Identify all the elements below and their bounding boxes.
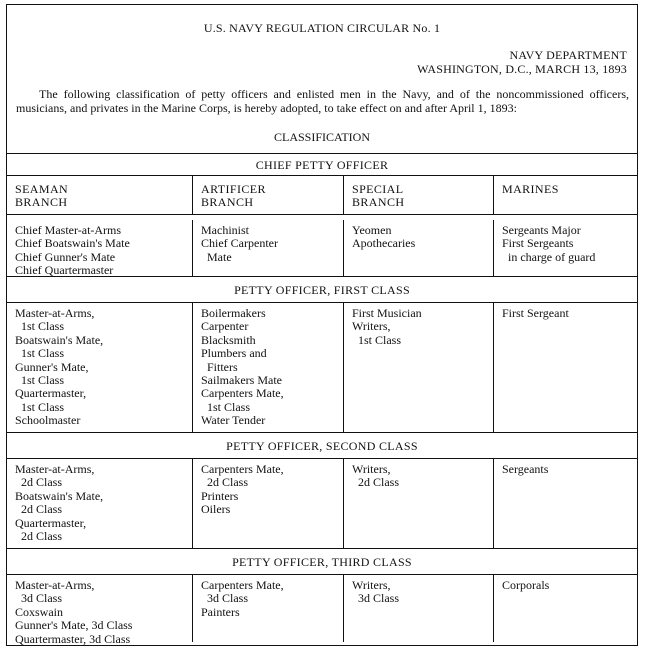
cell-line: Painters [201,604,240,619]
cell-line: Master-at-Arms, [15,578,95,592]
cell-line: Writers, [352,462,391,476]
cell-special [344,220,494,276]
header-line: MARINES [502,182,559,196]
cell-seaman [7,220,193,276]
cell-line: Mate [201,249,232,264]
cell-line: 3d Class [201,591,249,606]
place-date: WASHINGTON, D.C., MARCH 13, 1893 [417,62,627,76]
cell-special [344,459,494,548]
cell-line: Gunner's Mate, [15,359,89,374]
department-block [417,48,627,76]
cell-line: 1st Class [15,319,65,334]
cell-line: Boatswain's Mate, [15,488,104,503]
cell-line: First Sergeants [502,236,574,251]
header-marines [494,176,637,214]
section-title: PETTY OFFICER, THIRD CLASS [7,548,637,574]
cell-seaman [7,303,193,432]
cell-line: Sailmakers Mate [201,373,282,388]
cell-line: 1st Class [15,373,65,388]
cell-artificer [193,220,344,276]
cell-line: 3d Class [15,591,63,606]
cell-artificer [193,575,344,642]
cell-marines [494,459,637,548]
cell-line: Apothecaries [352,236,416,251]
cell-line: Coxswain [15,604,63,619]
intro-paragraph: The following classification of petty officers and enlisted men in the Navy, and of the noncommissioned officers, musicians, and privates in the Marine Corps, is hereby adopted, to take effect on and after April 1, 1893: [16,87,629,115]
column-header-row [7,175,637,214]
regulation-document [6,4,638,646]
cell-line: Chief Master-at-Arms [15,223,122,237]
cell-line: Water Tender [201,413,266,428]
cell-line: 2d Class [15,502,63,517]
cell-line: Corporals [502,578,550,592]
section-title: PETTY OFFICER, SECOND CLASS [7,432,637,458]
cell-line: Machinist [201,223,249,237]
cell-line: Printers [201,488,239,503]
header-seaman [7,176,193,214]
header-line: SEAMAN [15,182,69,196]
cell-special [344,575,494,642]
cell-line: Yeomen [352,223,392,237]
cell-line: Master-at-Arms, [15,306,95,320]
header-line: BRANCH [352,195,405,210]
cell-seaman [7,575,193,646]
cell-line: in charge of guard [502,249,596,264]
cell-marines [494,303,637,432]
table-row [7,458,637,548]
header-line: SPECIAL [352,182,404,196]
cell-line: Boatswain's Mate, [15,332,104,347]
document-title: U.S. NAVY REGULATION CIRCULAR No. 1 [203,21,441,35]
cell-line: Chief Gunner's Mate [15,249,116,264]
cell-line: Writers, [352,578,391,592]
cell-line: 2d Class [15,475,63,490]
header-line: BRANCH [15,195,68,210]
table-row [7,302,637,432]
cell-line: Carpenters Mate, [201,462,284,476]
cell-line: Chief Boatswain's Mate [15,236,130,251]
cell-line: Oilers [201,502,231,517]
header-artificer [193,176,344,214]
cell-marines [494,575,637,642]
section-title: PETTY OFFICER, FIRST CLASS [7,276,637,302]
cell-artificer [193,459,344,548]
cell-line: 1st Class [15,399,65,414]
cell-line: Quartermaster, 3d Class [15,631,131,646]
section-title: CHIEF PETTY OFFICER [7,153,637,175]
cell-line: Writers, [352,319,391,334]
cell-line: Carpenters Mate, [201,578,284,592]
cell-line: Master-at-Arms, [15,462,95,476]
cell-line: Quartermaster, [15,515,87,530]
cell-line: 1st Class [201,399,251,414]
cell-line: Carpenter [201,319,249,334]
cell-line: 2d Class [15,529,63,544]
cell-line: Boilermakers [201,306,266,320]
table-row [7,214,637,276]
cell-marines [494,220,637,276]
table-row [7,574,637,646]
cell-line: First Musician [352,306,422,320]
header-line: BRANCH [201,195,254,210]
cell-line: Chief Quartermaster [15,263,114,278]
cell-line: First Sergeant [502,306,569,320]
header-line: ARTIFICER [201,182,266,196]
cell-artificer [193,303,344,432]
cell-line: Schoolmaster [15,413,81,428]
cell-line: 3d Class [352,591,400,606]
header-special [344,176,494,214]
cell-line: 1st Class [352,332,402,347]
cell-line: Blacksmith [201,332,256,347]
cell-line: 1st Class [15,346,65,361]
cell-line: Gunner's Mate, 3d Class [15,618,133,633]
cell-line: Quartermaster, [15,386,87,401]
department-name: NAVY DEPARTMENT [509,48,627,62]
cell-line: 2d Class [352,475,400,490]
cell-line: Carpenters Mate, [201,386,284,401]
document-header [7,5,637,153]
cell-special [344,303,494,432]
cell-line: Sergeants [502,462,549,476]
cell-line: Fitters [201,359,238,374]
cell-line: Chief Carpenter [201,236,278,251]
cell-seaman [7,459,193,548]
cell-line: Plumbers and [201,346,267,361]
classification-heading: CLASSIFICATION [273,130,370,144]
cell-line: Sergeants Major [502,223,581,237]
cell-line: 2d Class [201,475,249,490]
